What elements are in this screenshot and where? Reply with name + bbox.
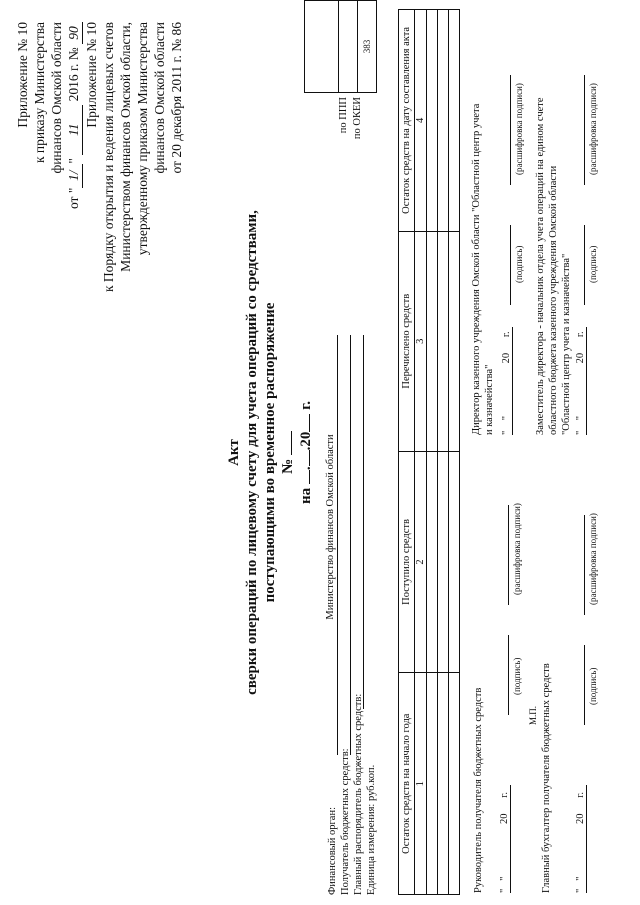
header-line-4 <box>65 22 83 442</box>
table-row <box>438 10 449 895</box>
code-cell-ppp <box>339 1 358 93</box>
title-date-prefix: на <box>298 487 314 505</box>
main-manager-label: Главный распорядитель бюджетных средств: <box>353 693 364 895</box>
col-number-1: 1 <box>415 673 427 895</box>
head-decode-caption: (расшифровка подписи) <box>512 503 522 595</box>
head-decode-line <box>508 505 509 605</box>
deputy-sign-caption: (подпись) <box>588 245 598 283</box>
title-line-5: на ..20 г. <box>298 400 314 505</box>
document-title <box>225 0 315 905</box>
header-line-5: Приложение № 10 <box>84 22 99 128</box>
header-line-7: Министерством финансов Омской области, <box>118 22 133 272</box>
title-number-sign: № <box>280 458 296 474</box>
header-line-10: от 20 декабря 2011 г. № 86 <box>169 22 184 174</box>
deputy-title-line-2: областного бюджета казенного учреждения Омской области <box>548 165 559 435</box>
accountant-sign-caption: (подпись) <box>588 667 598 705</box>
fin-organ-value: Министерство финансов Омской области <box>325 434 336 620</box>
accountant-decode-caption: (расшифровка подписи) <box>588 513 598 605</box>
director-sign-caption: (подпись) <box>514 245 524 283</box>
fin-organ-label: Финансовый орган: <box>327 807 338 895</box>
header-line-1: Приложение № 10 <box>15 22 30 128</box>
recipient-underline <box>350 335 351 755</box>
head-signature-date: " " 20 г. <box>499 792 510 893</box>
unit-label: Единица измерения: руб.коп. <box>366 764 377 895</box>
header-date-day: 1/ <box>65 164 83 188</box>
code-cell-top <box>305 1 339 93</box>
okei-label: по ОКЕИ <box>352 97 363 140</box>
col-number-4: 4 <box>415 10 427 232</box>
col-header-received: Поступило средств <box>399 451 415 673</box>
header-line-9: финансов Омской области <box>152 22 167 174</box>
accountant-date-line <box>586 785 587 893</box>
deputy-title-line-1: Заместитель директора - начальник отдела учета операций на едином счете <box>535 97 546 435</box>
director-title <box>470 15 496 435</box>
director-decode-caption: (расшифровка подписи) <box>514 83 524 175</box>
col-header-transferred: Перечислено средств <box>399 231 415 451</box>
title-line-1: Акт <box>226 439 242 466</box>
deputy-date-line <box>586 327 587 435</box>
code-cell-okei: 383 <box>358 1 377 93</box>
stamp-place: М.П. <box>528 705 538 725</box>
header-line-3: финансов Омской области <box>49 22 64 174</box>
accountant-sign-line <box>584 645 585 725</box>
accountant-title: Главный бухгалтер получателя бюджетных средств <box>541 663 552 893</box>
title-line-2: сверки операций по лицевому счету для учета операций со средствами, <box>244 210 260 695</box>
head-signature-title: Руководитель получателя бюджетных средств <box>473 687 484 893</box>
title-date-suffix: г. <box>298 400 314 410</box>
director-title-line-1: Директор казенного учреждения Омской области "Областной центр учета <box>471 103 482 435</box>
header-order-number: 90 <box>65 22 83 44</box>
director-title-line-2: и казначейства" <box>484 364 495 435</box>
deputy-title <box>534 15 573 435</box>
deputy-sign-line <box>584 225 585 305</box>
deputy-decode-line <box>584 75 585 185</box>
director-date: " " 20 г. <box>501 331 512 435</box>
title-line-3: поступающими во временное распоряжение <box>262 302 278 603</box>
accountant-decode-line <box>584 515 585 615</box>
director-sign-line <box>510 225 511 305</box>
col-number-2: 2 <box>415 451 427 673</box>
header-line-6: к Порядку открытия и ведения лицевых счетов <box>101 22 116 293</box>
recipient-label: Получатель бюджетных средств: <box>340 748 351 895</box>
header-date-quote: " <box>66 158 81 164</box>
reconciliation-table <box>398 9 460 895</box>
deputy-decode-caption: (расшифровка подписи) <box>588 83 598 175</box>
head-date-line <box>510 785 511 893</box>
fin-organ-underline <box>337 335 338 755</box>
title-line-4 <box>279 0 297 905</box>
ppp-label: по ППП <box>338 97 349 134</box>
table-row <box>427 10 438 895</box>
header-date-month: 11 <box>65 105 83 155</box>
deputy-date: " " 20 г. <box>575 331 586 435</box>
col-header-closing-balance: Остаток средств на дату составления акта <box>399 10 415 232</box>
codes-table <box>304 0 377 93</box>
head-sign-caption: (подпись) <box>512 657 522 695</box>
header-line-8: утвержденному приказом Министерства <box>135 22 150 256</box>
header-line-2: к приказу Министерства <box>32 22 47 164</box>
head-sign-line <box>508 635 509 715</box>
deputy-title-line-3: "Областной центр учета и казначейства" <box>561 253 572 435</box>
col-header-opening-balance: Остаток средств на начало года <box>399 673 415 895</box>
director-date-line <box>512 327 513 435</box>
table-row <box>449 10 460 895</box>
order-header <box>14 22 185 442</box>
accountant-date: " " 20 г. <box>575 792 586 893</box>
col-number-3: 3 <box>415 231 427 451</box>
header-date-year: 2016 г. № <box>66 47 81 102</box>
header-date-prefix: от " <box>66 187 81 210</box>
title-date-year: .20 <box>298 431 314 451</box>
main-manager-underline <box>363 335 364 709</box>
director-decode-line <box>510 75 511 185</box>
